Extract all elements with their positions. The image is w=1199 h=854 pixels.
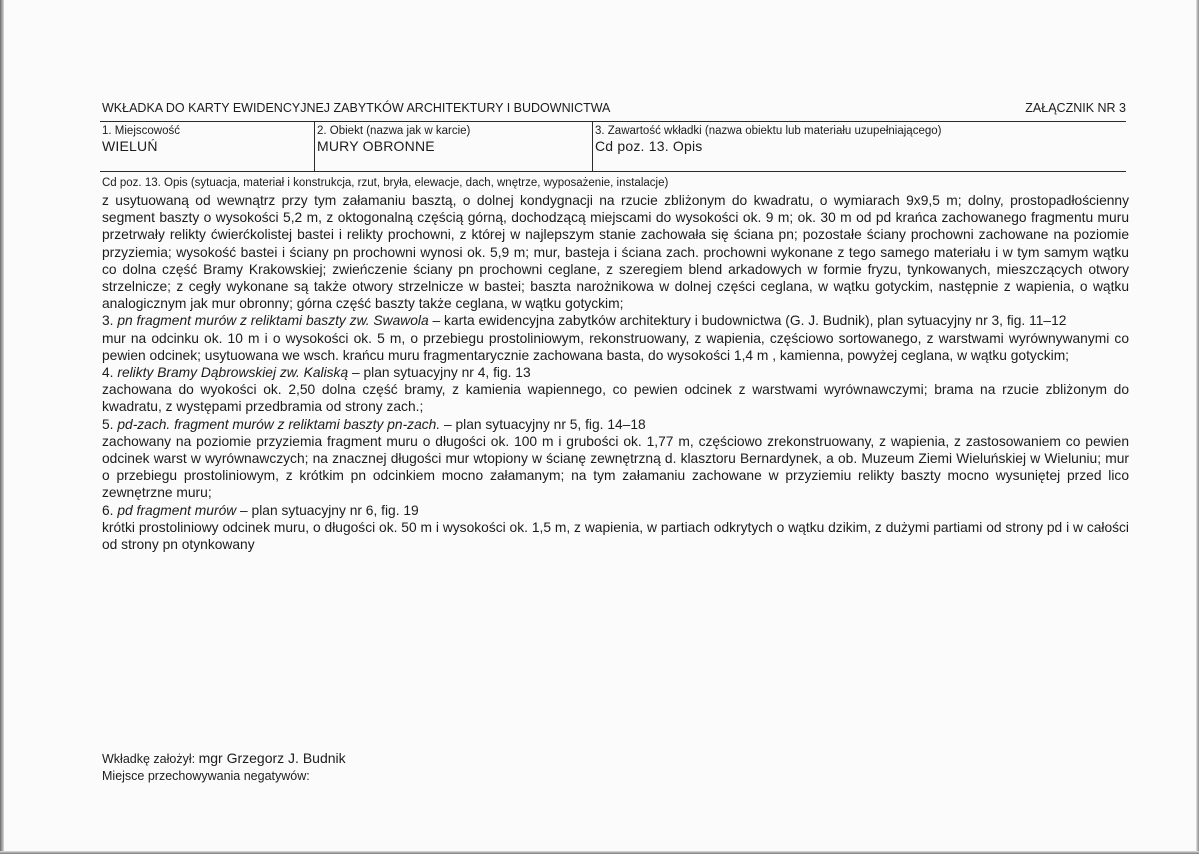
description-body <box>102 192 1129 553</box>
item-number: 4. <box>102 365 118 381</box>
field-label: 2. Obiekt (nazwa jak w karcie) <box>317 125 471 137</box>
identification-table <box>100 121 1126 172</box>
document-footer <box>102 750 346 785</box>
item-reference: – plan sytuacyjny nr 6, fig. 19 <box>236 502 419 518</box>
page-edge-left <box>0 0 4 854</box>
field-value: Cd poz. 13. Opis <box>595 138 703 154</box>
document-header <box>102 101 1126 119</box>
description-section-label: Cd poz. 13. Opis (sytuacja, materiał i konstrukcja, rzut, bryła, elewacje, dach, wnętrze, wyposażenie, instalacje) <box>102 177 669 189</box>
item-title: pd-zach. fragment murów z reliktami baszty pn-zach. <box>117 416 441 432</box>
item-reference: – plan sytuacyjny nr 4, fig. 13 <box>348 365 531 381</box>
paragraph: zachowana do wyokości ok. 2,50 dolna część bramy, z kamienia wapiennego, co pewien odcinek z warstwami wyrównawczymi; brama na rzucie zbliżonym do kwadratu, z występami przedbramia od strony zach.; <box>102 382 1129 415</box>
field-value: WIELUŃ <box>102 138 158 154</box>
document-title: WKŁADKA DO KARTY EWIDENCYJNEJ ZABYTKÓW ARCHITEKTURY I BUDOWNICTWA <box>102 101 611 115</box>
item-number: 6. <box>102 502 118 518</box>
attachment-number: ZAŁĄCZNIK NR 3 <box>1025 101 1126 115</box>
author-name: mgr Grzegorz J. Budnik <box>198 750 346 766</box>
list-item-heading <box>102 502 1129 519</box>
field-locality <box>100 122 314 171</box>
list-item-heading <box>102 364 1129 381</box>
item-number: 5. <box>102 416 118 432</box>
paragraph: mur na odcinku ok. 10 m i o wysokości ok. 5 m, o przebiegu prostoliniowym, rekonstruowany, z wapienia, częściowo sortowanego, z warstwami wyrównywanymi co pewien odcinek; usytuowana we wsch. krańcu muru fragmentarycznie zachowana basta, do wysokości 1,4 m , kamienna, powyżej ceglana, w wątku gotyckim; <box>102 330 1129 363</box>
item-reference: – plan sytuacyjny nr 5, fig. 14–18 <box>440 416 646 432</box>
field-label: 1. Miejscowość <box>102 125 180 137</box>
field-object <box>314 122 592 171</box>
field-insert-content <box>592 122 1126 171</box>
item-reference: – karta ewidencyjna zabytków architektury i budownictwa (G. J. Budnik), plan sytuacyjny nr 3, fig. 11–12 <box>428 313 1067 329</box>
field-label: 3. Zawartość wkładki (nazwa obiektu lub materiału uzupełniającego) <box>595 125 942 137</box>
author-label: Wkładkę założył: <box>102 752 196 766</box>
paragraph: krótki prostoliniowy odcinek muru, o długości ok. 50 m i wysokości ok. 1,5 m, z wapienia, w partiach odkrytych o wątku dzikim, z dużymi partiami od strony pd i w całości od strony pn otynkowany <box>102 519 1129 553</box>
list-item-heading <box>102 416 1129 433</box>
author-line <box>102 750 346 768</box>
paragraph: zachowany na poziomie przyziemia fragment muru o długości ok. 100 m i grubości ok. 1,77 m, częściowo zrekonstruowany, z wapienia, z zastosowaniem co pewien odcinek warst w wyrównawczych; na znacznej długości mur wtopiony w ścianę zewnętrzną d. klasztoru Bernardynek, a ob. Muzeum Ziemi Wieluńskiej w Wieluniu; mur o przebiegu prostoliniowym, z krótkim pn odcinkiem mocno załamanym; na tym załamaniu zachowane w przyziemiu relikty baszty mocno wysuniętej przed lico zewnętrzne muru; <box>102 433 1129 501</box>
item-title: relikty Bramy Dąbrowskiej zw. Kaliską <box>117 365 349 381</box>
item-number: 3. <box>102 313 118 329</box>
list-item-heading <box>102 312 1129 329</box>
field-value: MURY OBRONNE <box>317 138 435 154</box>
paragraph: z usytuowaną od wewnątrz przy tym załamaniu basztą, o dolnej kondygnacji na rzucie zbliżonym do kwadratu, o wymiarach 9x9,5 m; dolny, prostopadłościenny segment baszty o wysokości 5,2 m, z oktogonalną częścią górną, dochodzącą miejscami do wysokości ok. 9 m; ok. 30 m od pd krańca zachowanego fragmentu muru przetrwały relikty ćwierćkolistej bastei i relikty prochowni, z której w najlepszym stanie zachowała się ściana pn; pozostałe ściany prochowni zachowane na poziomie przyziemia; wysokość bastei i ściany pn prochowni wynosi ok. 5,9 m; mur, basteja i ściana zach. prochowni wykonane z tego samego materiału i w tym samym wątku co dolna część Bramy Krakowskiej; zwieńczenie ściany pn prochowni ceglane, z szeregiem blend arkadowych w formie fryzu, tynkowanych, mieszczących otwory strzelnicze; z cegły wykonane są także otwory strzelnicze w bastei; baszta narożnikowa w dolnej części ceglana, w wątku gotyckim, następnie z wapienia, o wątku analogicznym jak mur obronny; górna część baszty także ceglana, w wątku gotyckim; <box>102 193 1129 312</box>
storage-label: Miejsce przechowywania negatywów: <box>102 769 310 783</box>
item-title: pn fragment murów z reliktami baszty zw. Swawola <box>117 313 429 329</box>
item-title: pd fragment murów <box>117 502 237 518</box>
